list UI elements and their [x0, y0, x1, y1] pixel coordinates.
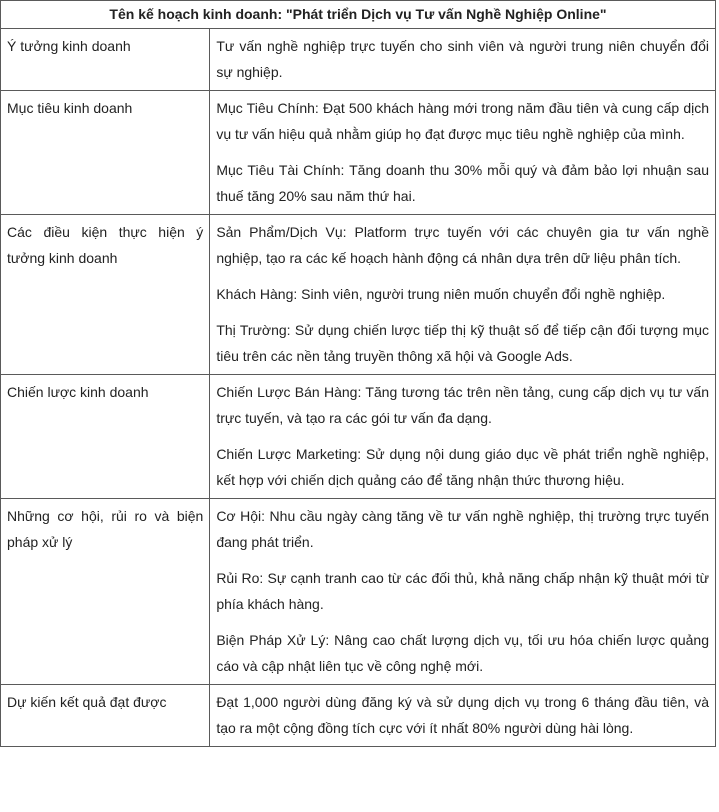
table-row — [1, 91, 716, 215]
row-label: Mục tiêu kinh doanh — [1, 91, 210, 215]
row-paragraph: Chiến Lược Bán Hàng: Tăng tương tác trên nền tảng, cung cấp dịch vụ tư vấn trực tuyến, và tạo ra các gói tư vấn đa dạng. — [216, 384, 709, 426]
table-body — [1, 29, 716, 747]
row-paragraph: Rủi Ro: Sự cạnh tranh cao từ các đối thủ, khả năng chấp nhận kỹ thuật mới từ phía khách hàng. — [216, 570, 709, 612]
row-label: Các điều kiện thực hiện ý tưởng kinh doanh — [1, 215, 210, 375]
row-content — [210, 499, 716, 685]
table-row — [1, 215, 716, 375]
row-label: Dự kiến kết quả đạt được — [1, 685, 210, 747]
table-header-row — [1, 1, 716, 29]
row-label: Ý tưởng kinh doanh — [1, 29, 210, 91]
table-row — [1, 375, 716, 499]
row-content — [210, 215, 716, 375]
row-content — [210, 91, 716, 215]
row-label: Chiến lược kinh doanh — [1, 375, 210, 499]
table-row — [1, 29, 716, 91]
row-content — [210, 685, 716, 747]
row-paragraph: Thị Trường: Sử dụng chiến lược tiếp thị kỹ thuật số để tiếp cận đối tượng mục tiêu trên các nền tảng truyền thông xã hội và Google Ads. — [216, 322, 709, 364]
row-paragraph: Khách Hàng: Sinh viên, người trung niên muốn chuyển đổi nghề nghiệp. — [216, 286, 666, 302]
row-paragraph: Mục Tiêu Chính: Đạt 500 khách hàng mới trong năm đầu tiên và cung cấp dịch vụ tư vấn hiệu quả nhằm giúp họ đạt được mục tiêu nghề nghiệp của mình. — [216, 100, 709, 142]
row-paragraph: Chiến Lược Marketing: Sử dụng nội dung giáo dục về phát triển nghề nghiệp, kết hợp với chiến dịch quảng cáo để tăng nhận thức thương hiệu. — [216, 446, 709, 488]
table-row — [1, 499, 716, 685]
row-content — [210, 29, 716, 91]
row-paragraph: Sản Phẩm/Dịch Vụ: Platform trực tuyến với các chuyên gia tư vấn nghề nghiệp, tạo ra các kế hoạch hành động cá nhân dựa trên dữ liệu phân tích. — [216, 224, 709, 266]
row-label: Những cơ hội, rủi ro và biện pháp xử lý — [1, 499, 210, 685]
row-paragraph: Mục Tiêu Tài Chính: Tăng doanh thu 30% mỗi quý và đảm bảo lợi nhuận sau thuế tăng 20% sau năm thứ hai. — [216, 162, 709, 204]
plan-title: Tên kế hoạch kinh doanh: "Phát triển Dịch vụ Tư vấn Nghề Nghiệp Online" — [1, 1, 716, 29]
row-paragraph: Tư vấn nghề nghiệp trực tuyến cho sinh viên và người trung niên chuyển đổi sự nghiệp. — [216, 38, 709, 80]
table-row — [1, 685, 716, 747]
row-paragraph: Cơ Hội: Nhu cầu ngày càng tăng về tư vấn nghề nghiệp, thị trường trực tuyến đang phát triển. — [216, 508, 709, 550]
row-content — [210, 375, 716, 499]
row-paragraph: Đạt 1,000 người dùng đăng ký và sử dụng dịch vụ trong 6 tháng đầu tiên, và tạo ra một cộng đồng tích cực với ít nhất 80% người dùng hài lòng. — [216, 694, 709, 736]
row-paragraph: Biện Pháp Xử Lý: Nâng cao chất lượng dịch vụ, tối ưu hóa chiến lược quảng cáo và cập nhật liên tục về công nghệ mới. — [216, 632, 709, 674]
